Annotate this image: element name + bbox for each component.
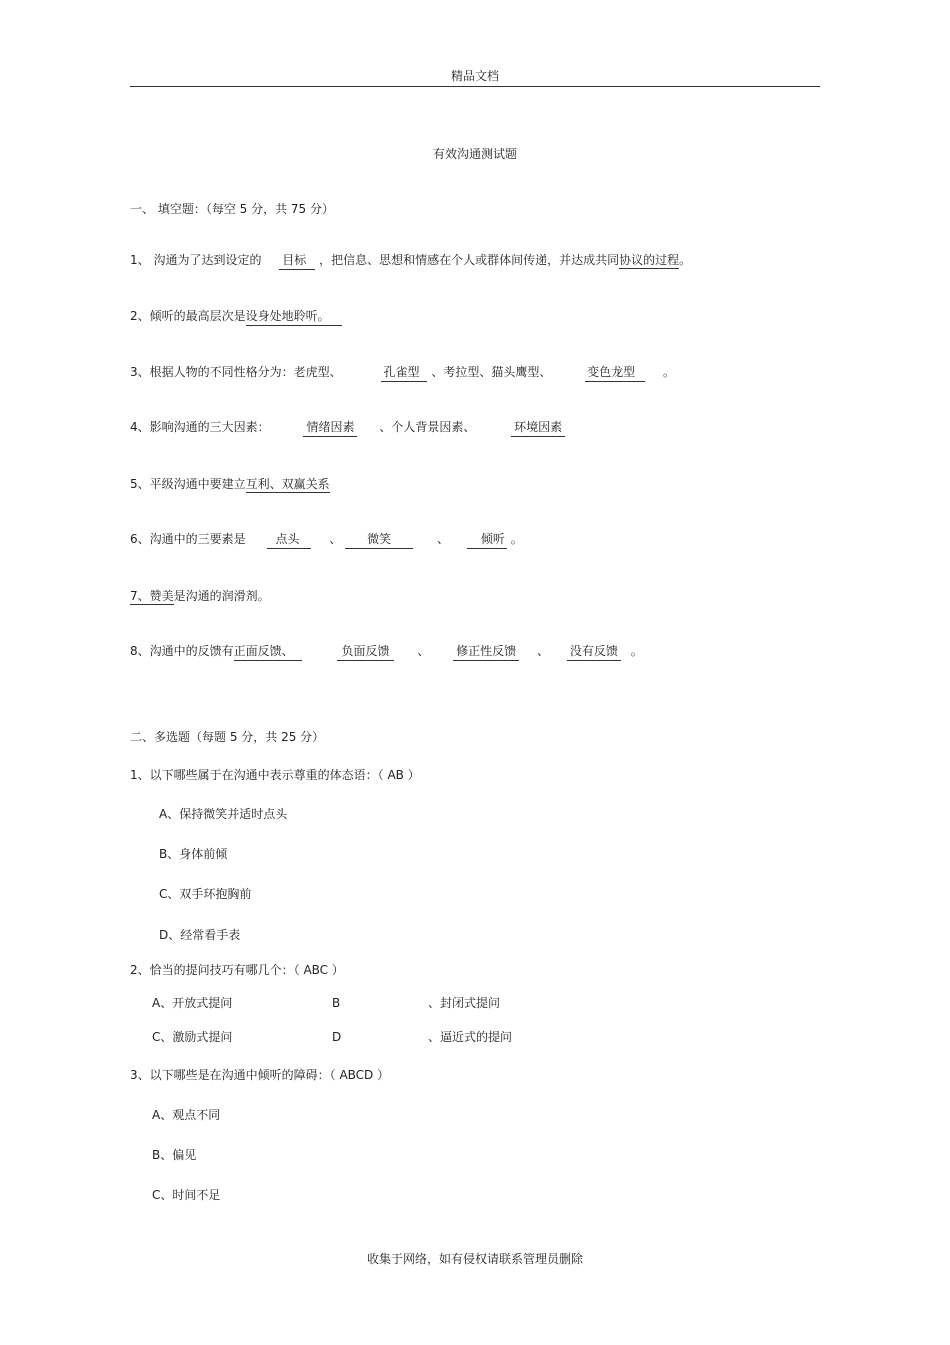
question-text: 1、 沟通为了达到设定的	[130, 253, 262, 267]
question-text: 8、沟通中的反馈有	[130, 644, 234, 658]
separator: 、	[437, 532, 450, 546]
choice-option: 、逼近式的提问	[428, 1030, 513, 1044]
choice-option: B、偏见	[152, 1148, 197, 1162]
choice-option: A、开放式提问	[152, 996, 233, 1010]
blank-answer: 没有反馈	[567, 643, 621, 661]
choice-option-letter: B	[332, 996, 341, 1010]
fill-question-6	[130, 531, 523, 549]
question-text: 、个人背景因素、	[379, 420, 476, 434]
question-text: 。	[510, 532, 523, 546]
blank-answer: 互利、双赢关系	[245, 477, 330, 491]
blank-answer: 点头	[267, 531, 311, 549]
fill-question-8	[130, 643, 643, 661]
question-text: 、考拉型、猫头鹰型、	[431, 365, 552, 379]
question-text: 3、根据人物的不同性格分为：老虎型、	[130, 365, 342, 379]
document-title: 有效沟通测试题	[432, 147, 517, 161]
blank-answer: 环境因素	[511, 419, 565, 437]
choice-option: B、身体前倾	[159, 847, 228, 861]
fill-question-4	[130, 419, 565, 437]
question-text: 4、影响沟通的三大因素：	[130, 420, 270, 434]
choice-option: A、观点不同	[152, 1108, 221, 1122]
choice-option: A、保持微笑并适时点头	[159, 807, 288, 821]
blank-answer: 负面反馈	[337, 643, 393, 661]
blank-answer: 7、赞美	[130, 589, 174, 603]
choice-option: 、封闭式提问	[428, 996, 501, 1010]
section2-heading: 二、多选题（每题 5 分，共 25 分）	[130, 730, 325, 744]
page-footer: 收集于网络，如有侵权请联系管理员删除	[366, 1252, 583, 1266]
fill-question-5	[130, 476, 330, 493]
fill-question-7	[130, 588, 270, 605]
question-text: ，把信息、思想和情感在个人或群体间传递，并达成共同	[319, 253, 620, 267]
blank-answer: 孔雀型	[381, 364, 427, 382]
blank-answer: 倾听	[467, 531, 507, 549]
question-text: 。	[630, 644, 643, 658]
question-text: 。	[663, 365, 676, 379]
choice-option: D、经常看手表	[159, 928, 241, 942]
fill-question-3	[130, 364, 675, 382]
choice-option: C、时间不足	[152, 1188, 221, 1202]
blank-answer: 微笑	[345, 531, 413, 549]
separator: 、	[329, 532, 342, 546]
section1-heading: 一、 填空题：（每空 5 分，共 75 分）	[130, 202, 334, 216]
fill-question-2	[130, 308, 342, 326]
choice-option: C、双手环抱胸前	[159, 887, 252, 901]
blank-answer: 情绪因素	[303, 419, 357, 437]
separator: 、	[417, 644, 430, 658]
question-text: 5、平级沟通中要建立	[130, 477, 246, 491]
blank-answer: 设身处地聆听。	[246, 308, 342, 326]
blank-answer: 修正性反馈	[453, 643, 519, 661]
blank-answer: 目标	[279, 252, 315, 270]
blank-answer: 协议的过程	[619, 253, 680, 267]
choice-option: C、激励式提问	[152, 1030, 233, 1044]
question-text: 是沟通的润滑剂。	[173, 589, 270, 603]
separator: 、	[537, 644, 550, 658]
header-divider	[130, 86, 820, 87]
page-header: 精品文档	[450, 69, 499, 83]
choice-question-1-stem: 1、以下哪些属于在沟通中表示尊重的体态语：（ AB ）	[130, 768, 420, 782]
choice-option-letter: D	[332, 1030, 342, 1044]
blank-answer: 正面反馈、	[234, 643, 302, 661]
question-text: 。	[679, 253, 692, 267]
question-text: 2、倾听的最高层次是	[130, 309, 246, 323]
question-text: 6、沟通中的三要素是	[130, 532, 246, 546]
choice-question-2-stem: 2、恰当的提问技巧有哪几个：（ ABC ）	[130, 963, 344, 977]
fill-question-1	[130, 252, 691, 270]
choice-question-3-stem: 3、以下哪些是在沟通中倾听的障碍：（ ABCD ）	[130, 1068, 390, 1082]
blank-answer: 变色龙型	[585, 364, 645, 382]
